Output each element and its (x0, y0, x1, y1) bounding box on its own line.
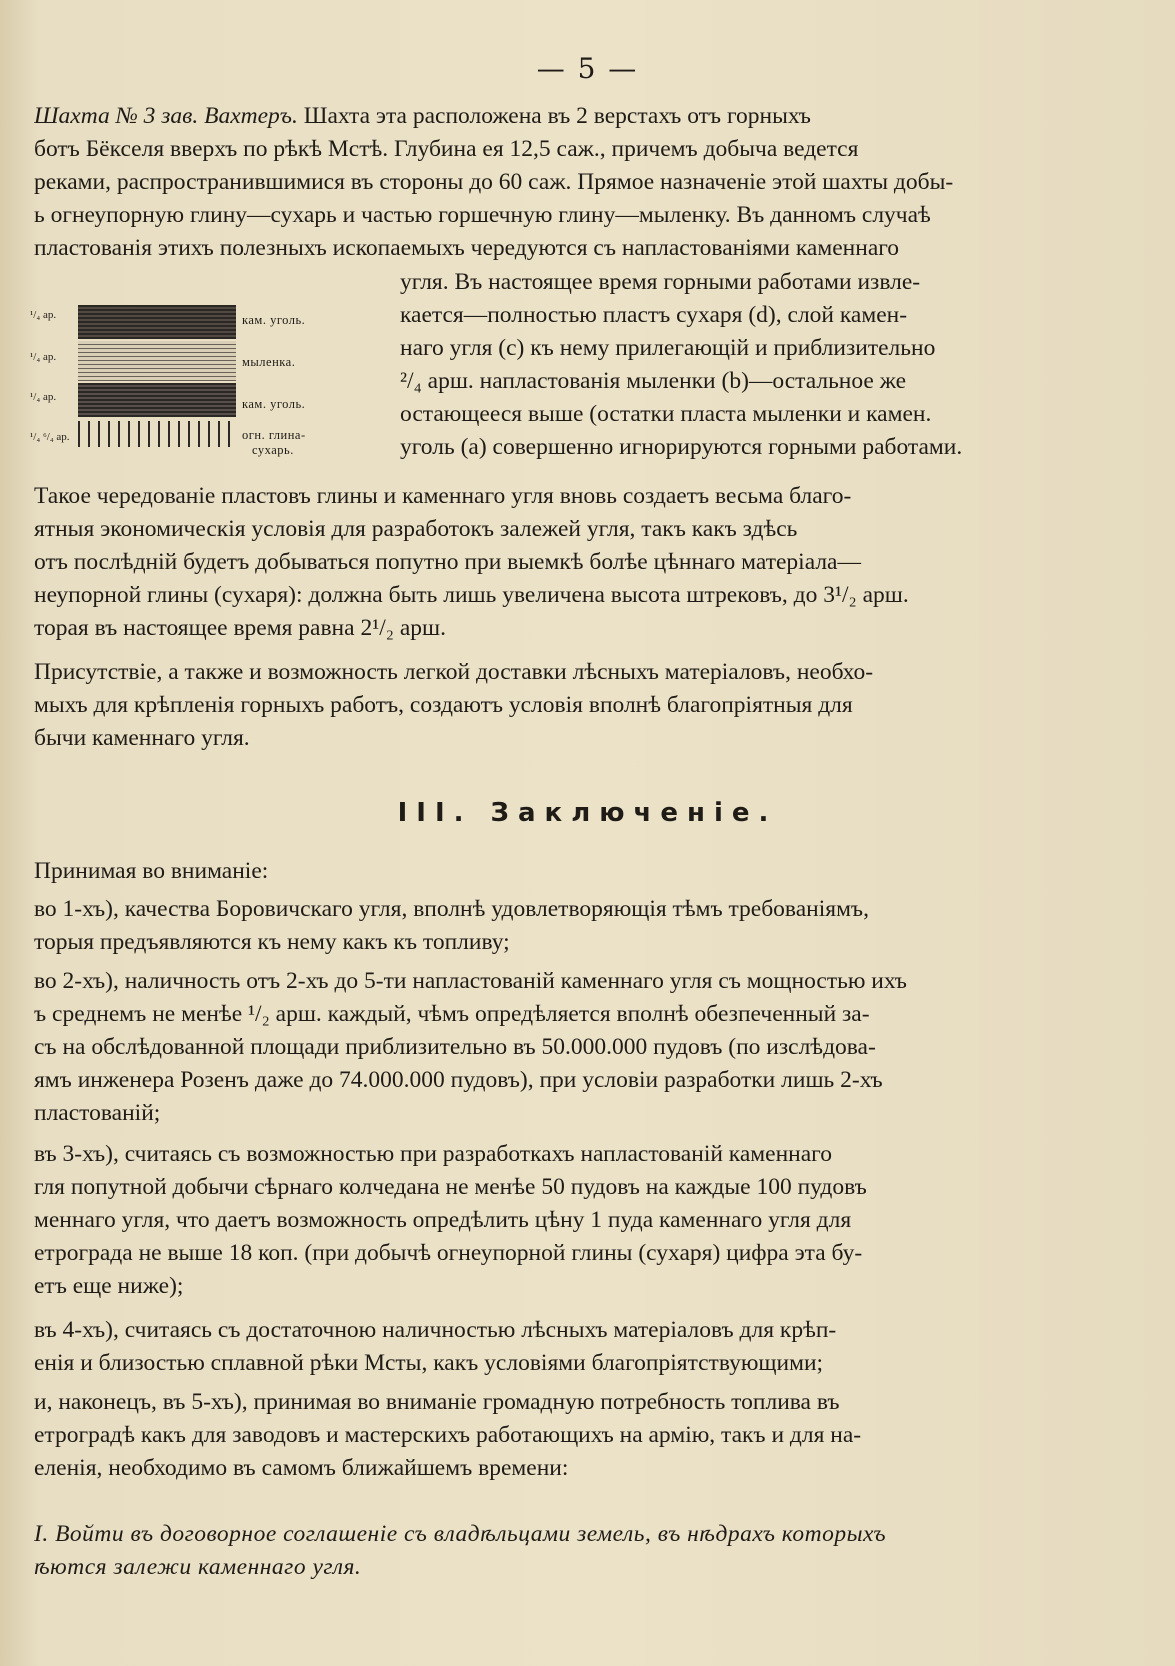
strata-left-label: ¹/₄ ⁶/₄ ар. (30, 431, 70, 443)
strata-left-label: ¹/₄ ар. (30, 391, 57, 403)
paragraph-alternation: Такое чередованіе пластовъ глины и каменнаго угля вновь создаетъ весьма благо- ятныя экономическія условія для разработокъ залежей угля, такъ какъ здѣсь отъ послѣдній будетъ добываться попутно при выемкѣ болѣе цѣннаго матеріала— неупорной глины (сухаря): должна быть лишь увеличена высота штрековъ, до 3¹/₂ арш. торая въ настоящее время равна 2¹/₂ арш. (34, 483, 909, 641)
coal-layer-bottom (78, 383, 236, 417)
paragraph-considering: Принимая во вниманіе: (34, 858, 269, 884)
paragraph-point-3: въ 3-хъ), считаясь съ возможностью при разработкахъ напластованій каменнаго гля попутной добычи сѣрнаго колчедана не менѣе 50 пудовъ на каждые 100 пудовъ меннаго угля, что даетъ возможность опредѣлить цѣну 1 пуда каменнаго угля для етрограда не выше 18 коп. (при добычѣ огнеупорной глины (сухаря) цифра эта бу- етъ еще ниже); (34, 1141, 867, 1299)
strata-right-label: сухарь. (252, 443, 294, 457)
paragraph-extraction: угля. Въ настоящее время горными работами извле- кается—полностью пластъ сухаря (d), слой камен- наго угля (с) къ нему прилегающій и приблизительно ²/₄ арш. напластованія мыленки (b)—остальное же остающееся выше (остатки пласта мыленки и камен. уголь (а) совершенно игнорируются горными работами. (400, 269, 963, 460)
paragraph-point-1: во 1-хъ), качества Боровичскаго угля, вполнѣ удовлетворяющія тѣмъ требованіямъ, торыя предъявляются къ нему какъ къ топливу; (34, 896, 869, 955)
paragraph-point-2: во 2-хъ), наличность отъ 2-хъ до 5-ти напластованій каменнаго угля съ мощностью ихъ ъ среднемъ не менѣе ¹/₂ арш. каждый, чѣмъ опредѣляется вполнѣ обезпеченный за- съ на обслѣдованной площади приблизительно въ 50.000.000 пудовъ (по изслѣдова- ямъ инженера Розенъ даже до 74.000.000 пудовъ), при условіи разработки лишь 2-хъ пластованій; (34, 968, 907, 1126)
strata-right-label: мыленка. (242, 355, 296, 369)
paragraph-point-5: и, наконецъ, въ 5-хъ), принимая во вниманіе громадную потребность топлива въ етроградѣ какъ для заводовъ и мастерскихъ работающихъ на армію, такъ и для на- еленія, необходимо въ самомъ ближайшемъ времени: (34, 1389, 862, 1481)
paragraph-shaft-3: Шахта № 3 зав. Вахтеръ. Шахта эта расположена въ 2 верстахъ отъ горныхъ ботъ Бёкселя вверхъ по рѣкѣ Мстѣ. Глубина ея 12,5 саж., причемъ добыча ведется реками, распространившимися въ стороны до 60 саж. Прямое назначеніе этой шахты добы- ь огнеупорную глину—сухарь и частью горшечную глину—мыленку. Въ данномъ случаѣ пластованія этихъ полезныхъ ископаемыхъ чередуются съ напластованіями каменнаго (34, 103, 954, 261)
shaft-heading: Шахта № 3 зав. Вахтеръ. (34, 103, 298, 129)
strata-right-label: кам. уголь. (242, 313, 306, 327)
strata-right-label: кам. уголь. (242, 397, 306, 411)
strata-left-label: ¹/₄ ар. (30, 309, 57, 321)
strata-diagram (30, 305, 360, 465)
page-number: — 5 — (536, 52, 639, 85)
coal-layer-top (78, 305, 236, 339)
paragraph-point-4: въ 4-хъ), считаясь съ достаточною наличностью лѣсныхъ матеріаловъ для крѣп- енія и близостью сплавной рѣки Мсты, какъ условіями благопріятствующими; (34, 1317, 837, 1376)
section-heading: III. Заключеніе. (397, 798, 778, 828)
fireclay-layer (78, 421, 236, 447)
paragraph-timber: Присутствіе, а также и возможность легкой доставки лѣсныхъ матеріаловъ, необхо- мыхъ для крѣпленія горныхъ работъ, создаютъ условія вполнѣ благопріятныя для бычи каменнаго угля. (34, 659, 874, 751)
paragraph-resolution-1: I. Войти въ договорное соглашеніе съ владѣльцами земель, въ нѣдрахъ которыхъ ѣются залежи каменнаго угля. (34, 1521, 887, 1580)
mylenka-layer (78, 341, 236, 381)
strata-right-label: огн. глина- (242, 428, 306, 442)
strata-left-label: ¹/₄ ар. (30, 351, 57, 363)
